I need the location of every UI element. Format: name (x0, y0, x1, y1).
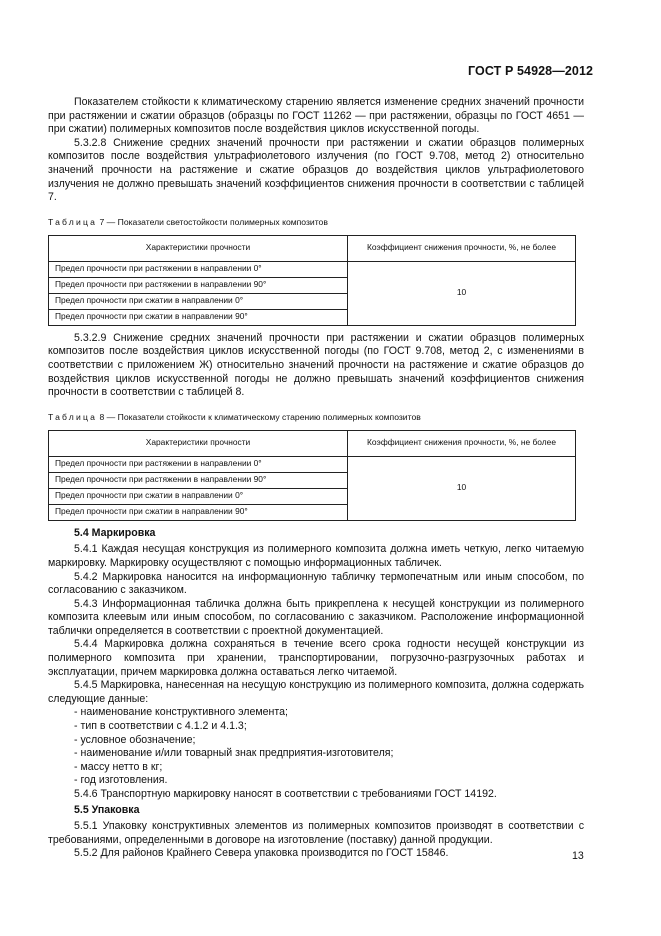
table-8-row: Предел прочности при сжатии в направлении 0° (49, 488, 348, 504)
table-8 (48, 430, 576, 521)
table-7-caption (48, 217, 584, 228)
table-8-row: Предел прочности при растяжении в направлении 90° (49, 472, 348, 488)
table-8-caption (48, 412, 584, 423)
table-7-row: Предел прочности при растяжении в направлении 0° (49, 261, 348, 277)
section-5-4-title: 5.4 Маркировка (74, 526, 156, 539)
table-7-header-characteristics: Характеристики прочности (49, 235, 348, 261)
table-8-header-coefficient: Коэффициент снижения прочности, %, не более (348, 430, 576, 456)
table-7-row: Предел прочности при растяжении в направлении 90° (49, 277, 348, 293)
list-item: - условное обозначение; (74, 733, 196, 746)
table-7-value: 10 (348, 261, 576, 325)
table-7 (48, 235, 576, 326)
table-7-caption-prefix: Таблица (48, 216, 98, 227)
list-item: - год изготовления. (74, 774, 168, 787)
list-item: - наименование и/или товарный знак предприятия-изготовителя; (74, 747, 394, 760)
table-8-row: Предел прочности при растяжении в направлении 0° (49, 456, 348, 472)
list-item: - массу нетто в кг; (74, 760, 163, 773)
paragraph-5-3-2-8: 5.3.2.8 Снижение средних значений прочности при растяжении и сжатии образцов полимерных композитов после воздействия ультрафиолетового излучения (по ГОСТ 9.708, метод 2) относительно значений прочности на растяжение и сжатие образцов до воздействия циклов ультрафиолетового излучения не должно превышать значений коэффициентов снижения прочности в соответствии с таблицей 7. (48, 136, 584, 204)
table-7-row: Предел прочности при сжатии в направлении 90° (49, 309, 348, 325)
list-item: - наименование конструктивного элемента; (74, 706, 288, 719)
paragraph-5-3-2-9: 5.3.2.9 Снижение средних значений прочности при растяжении и сжатии образцов полимерных композитов после воздействия циклов искусственной погоды (по ГОСТ 9.708, метод 2, с изменениями в соответствии с приложением Ж) относительно значений прочности на растяжение и сжатие образцов до воздействия циклов искусственной погоды не должно превышать значений коэффициентов снижения прочности в соответствии с таблицей 8. (48, 331, 584, 399)
paragraph-5-5-1: 5.5.1 Упаковку конструктивных элементов из полимерных композитов производят в соответствии с требованиями, определенными в договоре на изготовление (поставку) данной продукции. (48, 820, 584, 846)
paragraph-5-4-2: 5.4.2 Маркировка наносится на информационную табличку термопечатным или иным способом, по согласованию с заказчиком. (48, 570, 584, 597)
paragraph-5-4-5: 5.4.5 Маркировка, нанесенная на несущую конструкцию из полимерного композита, должна содержать следующие данные: (48, 679, 584, 705)
paragraph-5-4-6: 5.4.6 Транспортную маркировку наносят в соответствии с требованиями ГОСТ 14192. (74, 788, 497, 800)
table-8-value: 10 (348, 456, 576, 520)
list-item: - тип в соответствии с 4.1.2 и 4.1.3; (74, 720, 247, 733)
table-8-row: Предел прочности при сжатии в направлении 90° (49, 504, 348, 520)
paragraph-5-4-3: 5.4.3 Информационная табличка должна быть прикреплена к несущей конструкции из полимерного композита клеевым или иным способом, по согласованию с заказчиком. Расположение информационной таблички определяется в соответствии с проектной документацией. (48, 597, 584, 637)
page-content (48, 96, 584, 861)
table-8-caption-text: 8 — Показатели стойкости к климатическому старению полимерных композитов (97, 411, 421, 422)
paragraph-5-4-1: 5.4.1 Каждая несущая конструкция из полимерного композита должна иметь четкую, легко читаемую маркировку. Маркировку осуществляют с помощью информационных табличек. (48, 543, 584, 569)
paragraph-aging-indicator: Показателем стойкости к климатическому старению является изменение средних значений прочности при растяжении и сжатии образцов (образцы по ГОСТ 11262 — при растяжении, образцы по ГОСТ 4651 — при сжатии) полимерных композитов после воздействия циклов искусственной погоды. (48, 96, 584, 136)
table-7-header-coefficient: Коэффициент снижения прочности, %, не более (348, 235, 576, 261)
document-id: ГОСТ Р 54928—2012 (468, 64, 594, 78)
table-8-caption-prefix: Таблица (48, 411, 98, 422)
table-8-header-characteristics: Характеристики прочности (49, 430, 348, 456)
paragraph-5-5-2: 5.5.2 Для районов Крайнего Севера упаковка производится по ГОСТ 15846. (74, 847, 449, 860)
page-number: 13 (572, 850, 584, 862)
paragraph-5-4-4: 5.4.4 Маркировка должна сохраняться в течение всего срока годности несущей конструкции из полимерного композита при хранении, транспортировании, погрузочно-разгрузочных работах и эксплуатации, причем маркировка должна оставаться легко читаемой. (48, 638, 584, 678)
table-7-row: Предел прочности при сжатии в направлении 0° (49, 293, 348, 309)
table-7-caption-text: 7 — Показатели светостойкости полимерных композитов (97, 216, 328, 227)
section-5-5-title: 5.5 Упаковка (74, 803, 140, 816)
